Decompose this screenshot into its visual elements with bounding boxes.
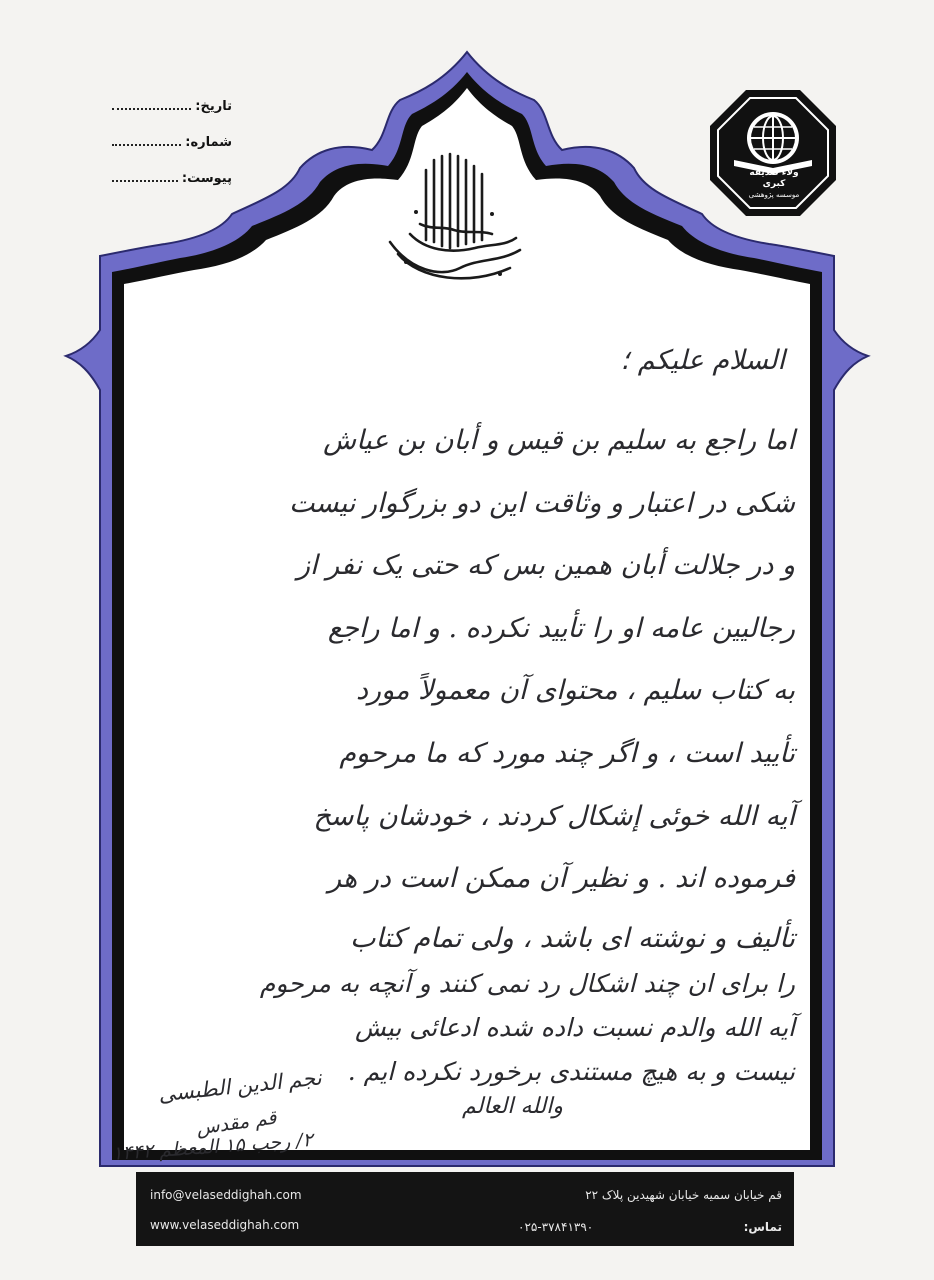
letter-line: فرموده اند . و نظیر آن ممکن است در هر [328, 863, 795, 894]
number-label: شماره: [185, 135, 232, 150]
date-field [112, 96, 232, 132]
footer-bar [136, 1172, 794, 1246]
letter-line: به کتاب سلیم ، محتوای آن معمولاً مورد [356, 675, 795, 706]
logo-subtitle: موسسه پژوهشی [748, 191, 800, 199]
number-field [112, 132, 232, 168]
number-blank [112, 132, 181, 146]
date-label: تاریخ: [195, 99, 232, 114]
letter-greeting: السلام علیکم ؛ [620, 345, 785, 376]
letter-line: و در جلالت أبان همین بس که حتی یک نفر از [297, 550, 795, 581]
footer-phone: ۰۲۵-۳۷۸۴۱۳۹۰ [518, 1220, 594, 1234]
signature-city: قم مقدس [194, 1106, 278, 1140]
attachment-blank [112, 168, 178, 182]
letter-line: شکی در اعتبار و وثاقت این دو بزرگوار نیست [289, 488, 795, 519]
letter-line: آیه الله والدم نسبت داده شده ادعائی بیش [354, 1013, 795, 1042]
letter-closing: والله العالم [462, 1094, 563, 1119]
logo-name: ولاء صدیقه کبری [749, 168, 799, 189]
date-blank [112, 96, 191, 110]
attachment-field [112, 168, 232, 204]
letter-line: اما راجع به سلیم بن قیس و أبان بن عیاش [323, 425, 795, 456]
footer-website[interactable]: www.velaseddighah.com [150, 1218, 300, 1232]
header-meta [112, 96, 232, 204]
letter-line: آیه الله خوئی إشکال کردند ، خودشان پاسخ [313, 801, 795, 832]
footer-phone-label: تماس: [743, 1220, 782, 1234]
logo-text [742, 168, 806, 201]
letter-line: تألیف و نوشته ای باشد ، ولی تمام کتاب [350, 923, 795, 954]
letter-line: تأیید است ، و اگر چند مورد که ما مرحوم [339, 738, 795, 769]
footer-email[interactable]: info@velaseddighah.com [150, 1188, 302, 1202]
signature-date: ۲/ رجب ۱۵ المعظم ۱۴۴۲ [111, 1129, 314, 1165]
attachment-label: پیوست: [181, 171, 232, 186]
letter-line: را برای ان چند اشکال رد نمی کنند و آنچه به مرحوم [259, 969, 795, 998]
footer-address: قم خیابان سمیه خیابان شهیدین پلاک ۲۲ [585, 1188, 782, 1202]
letter-line: رجالیین عامه او را تأیید نکرده . و اما راجع [327, 613, 795, 644]
signature-name: نجم الدین الطبسی [157, 1065, 323, 1107]
bismillah-calligraphy-icon [380, 150, 530, 290]
letter-line: نیست و به هیچ مستندی برخورد نکرده ایم . [347, 1057, 795, 1086]
